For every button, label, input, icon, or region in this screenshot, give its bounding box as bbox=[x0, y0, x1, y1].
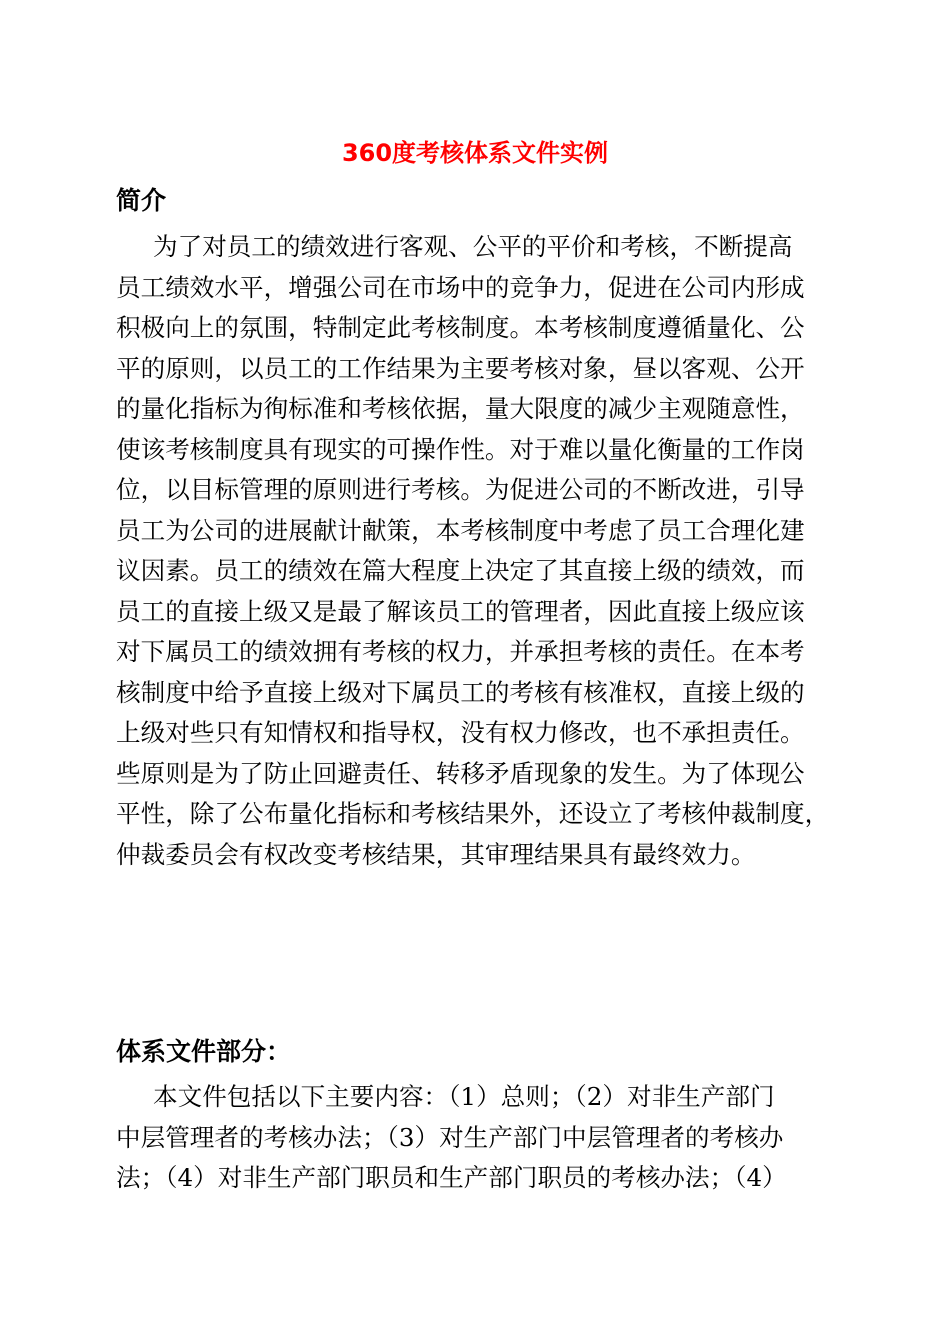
paragraph-line: 些原则是为了防止回避责任、转移矛盾现象的发生。为了体现公 bbox=[116, 758, 805, 788]
paragraph-line: 平的原则，以员工的工作结果为主要考核对象，昼以客观、公开 bbox=[116, 353, 805, 383]
paragraph-line: 仲裁委员会有权改变考核结果，其审理结果具有最终效力。 bbox=[116, 839, 756, 869]
paragraph-line: 使该考核制度具有现实的可操作性。对于难以量化衡量的工作岗 bbox=[116, 434, 805, 464]
section-heading-intro: 简介 bbox=[116, 186, 167, 215]
paragraph-line: 员工绩效水平，增强公司在市场中的竞争力，促进在公司内形成 bbox=[116, 272, 805, 302]
section-heading-system-documents: 体系文件部分： bbox=[116, 1037, 292, 1066]
paragraph-line: 员工为公司的进展献计献策，本考核制度中考虑了员工合理化建 bbox=[116, 515, 805, 545]
document-title: 360度考核体系文件实例 bbox=[341, 139, 609, 167]
paragraph-line: 对下属员工的绩效拥有考核的权力，并承担考核的责任。在本考 bbox=[116, 637, 805, 666]
paragraph-line: 议因素。员工的绩效在篇大程度上决定了其直接上级的绩效，而 bbox=[116, 556, 805, 585]
paragraph-line: 员工的直接上级又是最了解该员工的管理者，因此直接上级应该 bbox=[116, 596, 805, 626]
paragraph-line: 中层管理者的考核办法；（3）对生产部门中层管理者的考核办 bbox=[116, 1122, 784, 1152]
paragraph-line: 的量化指标为徇标准和考核依据，量大限度的减少主观随意性， bbox=[116, 394, 805, 423]
paragraph-line: 上级对些只有知情权和指导权，没有权力修改，也不承担责任。 bbox=[116, 718, 805, 747]
paragraph-line: 核制度中给予直接上级对下属员工的考核有核准权，直接上级的 bbox=[116, 677, 805, 707]
paragraph-line: 本文件包括以下主要内容：（1）总则；（2）对非生产部门 bbox=[153, 1082, 775, 1111]
paragraph-line: 法；（4）对非生产部门职员和生产部门职员的考核办法；（4） bbox=[116, 1163, 787, 1192]
system-documents-paragraph bbox=[116, 1077, 836, 1199]
paragraph-line: 位，以目标管理的原则进行考核。为促进公司的不断改进，引导 bbox=[116, 475, 805, 504]
intro-paragraph bbox=[116, 227, 836, 875]
paragraph-line: 为了对员工的绩效进行客观、公平的平价和考核，不断提高 bbox=[153, 232, 793, 261]
paragraph-line: 积极向上的氛围，特制定此考核制度。本考核制度遵循量化、公 bbox=[116, 313, 805, 342]
paragraph-line: 平性，除了公布量化指标和考核结果外，还设立了考核仲裁制度， bbox=[116, 799, 830, 828]
